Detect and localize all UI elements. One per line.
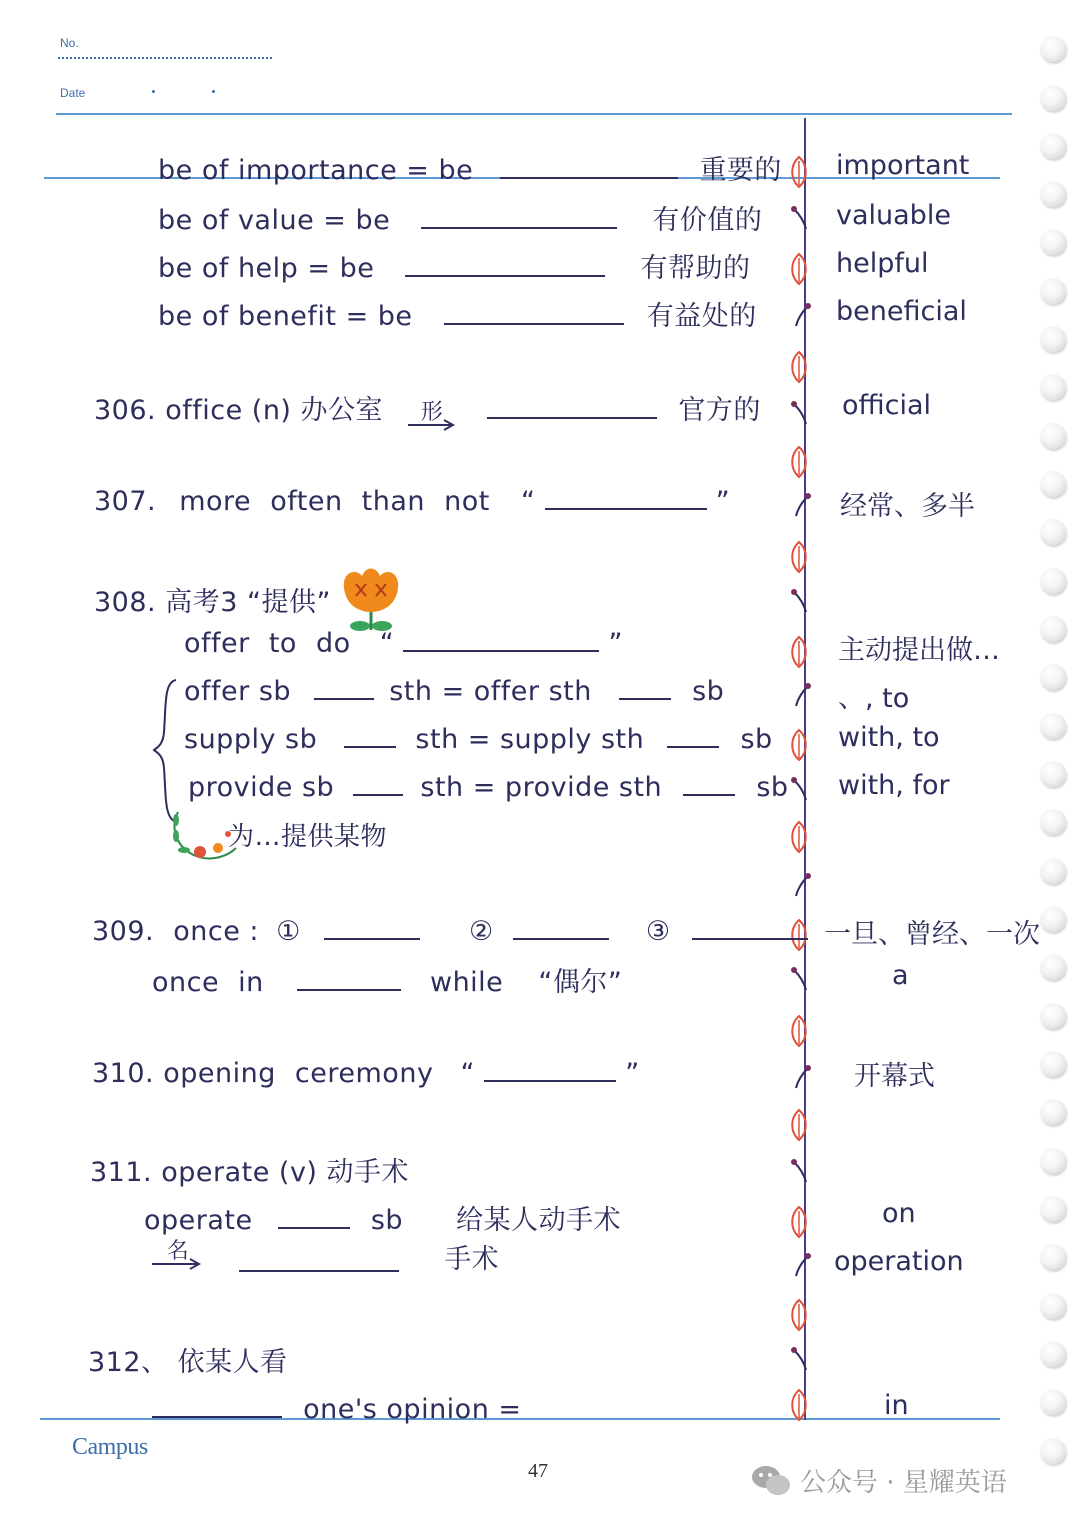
leaf-icon xyxy=(788,820,810,854)
entry-312-l2: one's opinion = xyxy=(303,1394,522,1425)
entry-310 xyxy=(92,1056,640,1089)
leaf-icon xyxy=(788,350,810,384)
entry-308-title: 高考3 “提供” xyxy=(165,587,331,618)
entry-311-answer-1: on xyxy=(882,1198,916,1229)
twig-icon xyxy=(790,588,812,614)
binder-ring xyxy=(1040,519,1066,545)
benefit-row xyxy=(158,294,757,333)
entry-308-number: 308. xyxy=(94,587,157,618)
entry-307-close-quote: ” xyxy=(715,486,731,517)
entry-308-l2b: sth = offer sth xyxy=(389,676,592,707)
importance-text: be of importance = be xyxy=(158,155,474,186)
entry-308-l1-text: offer to do xyxy=(184,628,351,659)
twig-icon xyxy=(790,872,812,898)
entry-311-l3cn: 手术 xyxy=(444,1244,500,1275)
entry-311-l2a: operate xyxy=(144,1205,253,1236)
binder-ring xyxy=(1040,36,1066,62)
binder-ring xyxy=(1040,229,1066,255)
no-label: No. xyxy=(60,36,79,50)
binder-ring xyxy=(1040,133,1066,159)
importance-blank[interactable] xyxy=(500,153,678,179)
brand-logo: Campus xyxy=(72,1434,148,1460)
entry-311-blank-2[interactable] xyxy=(239,1246,399,1272)
binder-ring xyxy=(1040,1003,1066,1029)
entry-308-line-1 xyxy=(184,626,623,659)
entry-312-answer: in xyxy=(884,1390,909,1421)
help-blank[interactable] xyxy=(405,251,605,277)
importance-row xyxy=(158,148,782,187)
leaf-icon xyxy=(788,540,810,574)
binder-ring xyxy=(1040,616,1066,642)
twig-icon xyxy=(790,1346,812,1372)
leaf-icon xyxy=(788,252,810,286)
leaf-icon xyxy=(788,155,810,189)
binder-ring xyxy=(1040,181,1066,207)
binder-ring xyxy=(1040,1438,1066,1464)
binder-ring xyxy=(1040,85,1066,111)
binder-ring xyxy=(1040,1341,1066,1367)
entry-311-arrow-label: 名 xyxy=(166,1239,190,1264)
entry-308-note: 为…提供某物 xyxy=(228,822,388,852)
binder-ring xyxy=(1040,954,1066,980)
entry-307-text: more often than not xyxy=(179,486,490,517)
entry-309-blank-3[interactable] xyxy=(692,914,808,940)
leaf-icon xyxy=(788,1014,810,1048)
entry-308-line-3 xyxy=(184,722,773,755)
help-row xyxy=(158,246,751,285)
entry-309-blank-2[interactable] xyxy=(513,914,609,940)
entry-310-open-quote: “ xyxy=(460,1058,476,1089)
entry-306-number: 306. xyxy=(94,395,157,426)
leaf-icon xyxy=(788,635,810,669)
binder-ring xyxy=(1040,1389,1066,1415)
entry-309-text: once : xyxy=(173,916,259,947)
leaf-icon xyxy=(788,1205,810,1239)
twig-icon xyxy=(790,302,812,328)
watermark-text: 公众号 · 星耀英语 xyxy=(800,1468,1007,1498)
entry-308-l1-open-quote: “ xyxy=(379,628,395,659)
entry-308-l3-blank-2[interactable] xyxy=(667,722,719,748)
value-blank[interactable] xyxy=(421,203,617,229)
entry-306-cn: 官方的 xyxy=(678,395,761,426)
entry-309-circle-2: ② xyxy=(469,916,494,947)
help-text: be of help = be xyxy=(158,253,375,284)
entry-309-blank-1[interactable] xyxy=(324,914,420,940)
binder-ring xyxy=(1040,1293,1066,1319)
benefit-text: be of benefit = be xyxy=(158,301,413,332)
binder-ring xyxy=(1040,278,1066,304)
value-cn: 有价值的 xyxy=(652,205,763,236)
entry-306-blank[interactable] xyxy=(487,393,657,419)
binder-ring xyxy=(1040,568,1066,594)
entry-308-l2a: offer sb xyxy=(184,676,292,707)
binder-ring xyxy=(1040,664,1066,690)
twig-icon xyxy=(790,205,812,231)
importance-answer: important xyxy=(836,150,970,181)
binder-ring xyxy=(1040,809,1066,835)
entry-308-l3-blank-1[interactable] xyxy=(344,722,396,748)
entry-310-answer: 开幕式 xyxy=(854,1061,935,1092)
entry-311-blank-1[interactable] xyxy=(278,1203,350,1229)
arrow-right-icon xyxy=(150,1258,202,1270)
entry-309-number: 309. xyxy=(92,916,155,947)
entry-311-line-2 xyxy=(144,1198,621,1237)
twig-icon xyxy=(790,400,812,426)
date-dot xyxy=(212,90,215,93)
entry-308-l3b: sth = supply sth xyxy=(415,724,645,755)
importance-cn: 重要的 xyxy=(699,155,782,186)
twig-icon xyxy=(790,1064,812,1090)
twig-icon xyxy=(790,776,812,802)
help-answer: helpful xyxy=(836,248,929,279)
twig-icon xyxy=(790,966,812,992)
entry-306-arrow xyxy=(406,395,458,426)
entry-311-line-3 xyxy=(150,1234,499,1276)
entry-306-arrow-label: 形 xyxy=(420,400,444,425)
entry-308-l4-blank-1[interactable] xyxy=(353,770,403,796)
entry-309-l2b: while xyxy=(429,967,504,998)
entry-308-answer-3: with, to xyxy=(838,722,940,753)
arrow-right-icon xyxy=(406,419,456,431)
entry-307 xyxy=(94,484,730,517)
binder-ring xyxy=(1040,423,1066,449)
entry-311-text: operate (v) 动手术 xyxy=(161,1157,410,1188)
entry-312-line-1 xyxy=(88,1340,288,1379)
entry-309-l2a: once in xyxy=(152,967,264,998)
binder-ring xyxy=(1040,1051,1066,1077)
binder-ring xyxy=(1040,471,1066,497)
entry-307-open-quote: “ xyxy=(520,486,536,517)
page-number: 47 xyxy=(528,1460,548,1482)
benefit-blank[interactable] xyxy=(444,299,624,325)
entry-308-l3a: supply sb xyxy=(184,724,318,755)
leaf-icon xyxy=(788,1298,810,1332)
entry-308-line-2 xyxy=(184,674,724,707)
entry-308-answer-2: 、, to xyxy=(838,683,910,714)
entry-311-l2b: sb xyxy=(370,1205,404,1236)
entry-311-number: 311. xyxy=(90,1157,153,1188)
entry-312-line-2 xyxy=(152,1392,522,1425)
binder-ring xyxy=(1040,1099,1066,1125)
entry-307-answer: 经常、多半 xyxy=(840,491,975,522)
binder-ring xyxy=(1040,1148,1066,1174)
entry-309-line-2 xyxy=(152,960,622,999)
entry-309-circle-3: ③ xyxy=(645,916,671,947)
benefit-cn: 有益处的 xyxy=(646,301,757,332)
entry-312-text: 依某人看 xyxy=(177,1347,288,1378)
entry-309-blank-4[interactable] xyxy=(297,965,401,991)
binder-ring xyxy=(1040,1196,1066,1222)
entry-308-l4c: sb xyxy=(756,772,789,803)
date-dot xyxy=(152,90,155,93)
header-rule xyxy=(56,113,1012,115)
value-answer: valuable xyxy=(836,200,951,231)
entry-311-arrow xyxy=(150,1234,206,1265)
entry-312-number: 312、 xyxy=(88,1347,169,1378)
entry-310-number: 310. xyxy=(92,1058,155,1089)
entry-308-l4-blank-2[interactable] xyxy=(683,770,735,796)
entry-308-l4a: provide sb xyxy=(188,772,335,803)
leaf-icon xyxy=(788,728,810,762)
date-label: Date xyxy=(60,86,86,100)
twig-icon xyxy=(790,1252,812,1278)
entry-311-line-1 xyxy=(90,1150,409,1189)
binder-ring xyxy=(1040,1244,1066,1270)
help-cn: 有帮助的 xyxy=(640,253,751,284)
entry-309-circle-1: ① xyxy=(276,916,301,947)
entry-308-title-row xyxy=(94,580,331,619)
entry-311-l2cn: 给某人动手术 xyxy=(456,1205,622,1236)
entry-310-blank[interactable] xyxy=(484,1056,616,1082)
entry-310-close-quote: ” xyxy=(625,1058,640,1089)
entry-310-text: opening ceremony xyxy=(163,1058,434,1089)
entry-308-l1-close-quote: ” xyxy=(608,628,623,659)
entry-309-answer-1: 一旦、曾经、一次 xyxy=(824,919,1040,950)
entry-308-l2c: sb xyxy=(692,676,725,707)
twig-icon xyxy=(790,1158,812,1184)
entry-308-line-4 xyxy=(188,770,789,803)
binder-ring xyxy=(1040,374,1066,400)
benefit-answer: beneficial xyxy=(836,296,967,327)
entry-309-line-1 xyxy=(92,914,808,947)
wechat-icon xyxy=(750,1463,792,1499)
entry-309-l2c: “偶尔” xyxy=(538,967,623,998)
twig-icon xyxy=(790,492,812,518)
entry-312-blank[interactable] xyxy=(152,1392,282,1418)
entry-308-answer-1: 主动提出做… xyxy=(838,635,1000,666)
leaf-icon xyxy=(788,1388,810,1422)
leaf-icon xyxy=(788,1108,810,1142)
entry-308-l3c: sb xyxy=(740,724,773,755)
entry-306-text: office (n) 办公室 xyxy=(165,395,384,426)
entry-308-l2-blank-2[interactable] xyxy=(619,674,671,700)
entry-308-l4b: sth = provide sth xyxy=(420,772,663,803)
binder-ring xyxy=(1040,713,1066,739)
binder-ring xyxy=(1040,858,1066,884)
twig-icon xyxy=(790,682,812,708)
no-dotted-line xyxy=(58,57,272,59)
binder-ring xyxy=(1040,761,1066,787)
entry-306 xyxy=(94,388,761,427)
leaf-icon xyxy=(788,445,810,479)
binder-ring xyxy=(1040,326,1066,352)
value-row xyxy=(158,198,762,237)
entry-309-answer-2: a xyxy=(892,960,909,991)
value-text: be of value = be xyxy=(158,205,391,236)
entry-308-answer-4: with, for xyxy=(838,770,950,801)
watermark xyxy=(750,1462,1007,1499)
entry-308-l1-blank[interactable] xyxy=(403,626,599,652)
entry-306-answer: official xyxy=(842,390,932,421)
entry-308-l2-blank-1[interactable] xyxy=(314,674,374,700)
binder-ring xyxy=(1040,906,1066,932)
entry-307-blank[interactable] xyxy=(545,484,707,510)
entry-307-number: 307. xyxy=(94,486,157,517)
entry-311-answer-2: operation xyxy=(834,1246,964,1277)
